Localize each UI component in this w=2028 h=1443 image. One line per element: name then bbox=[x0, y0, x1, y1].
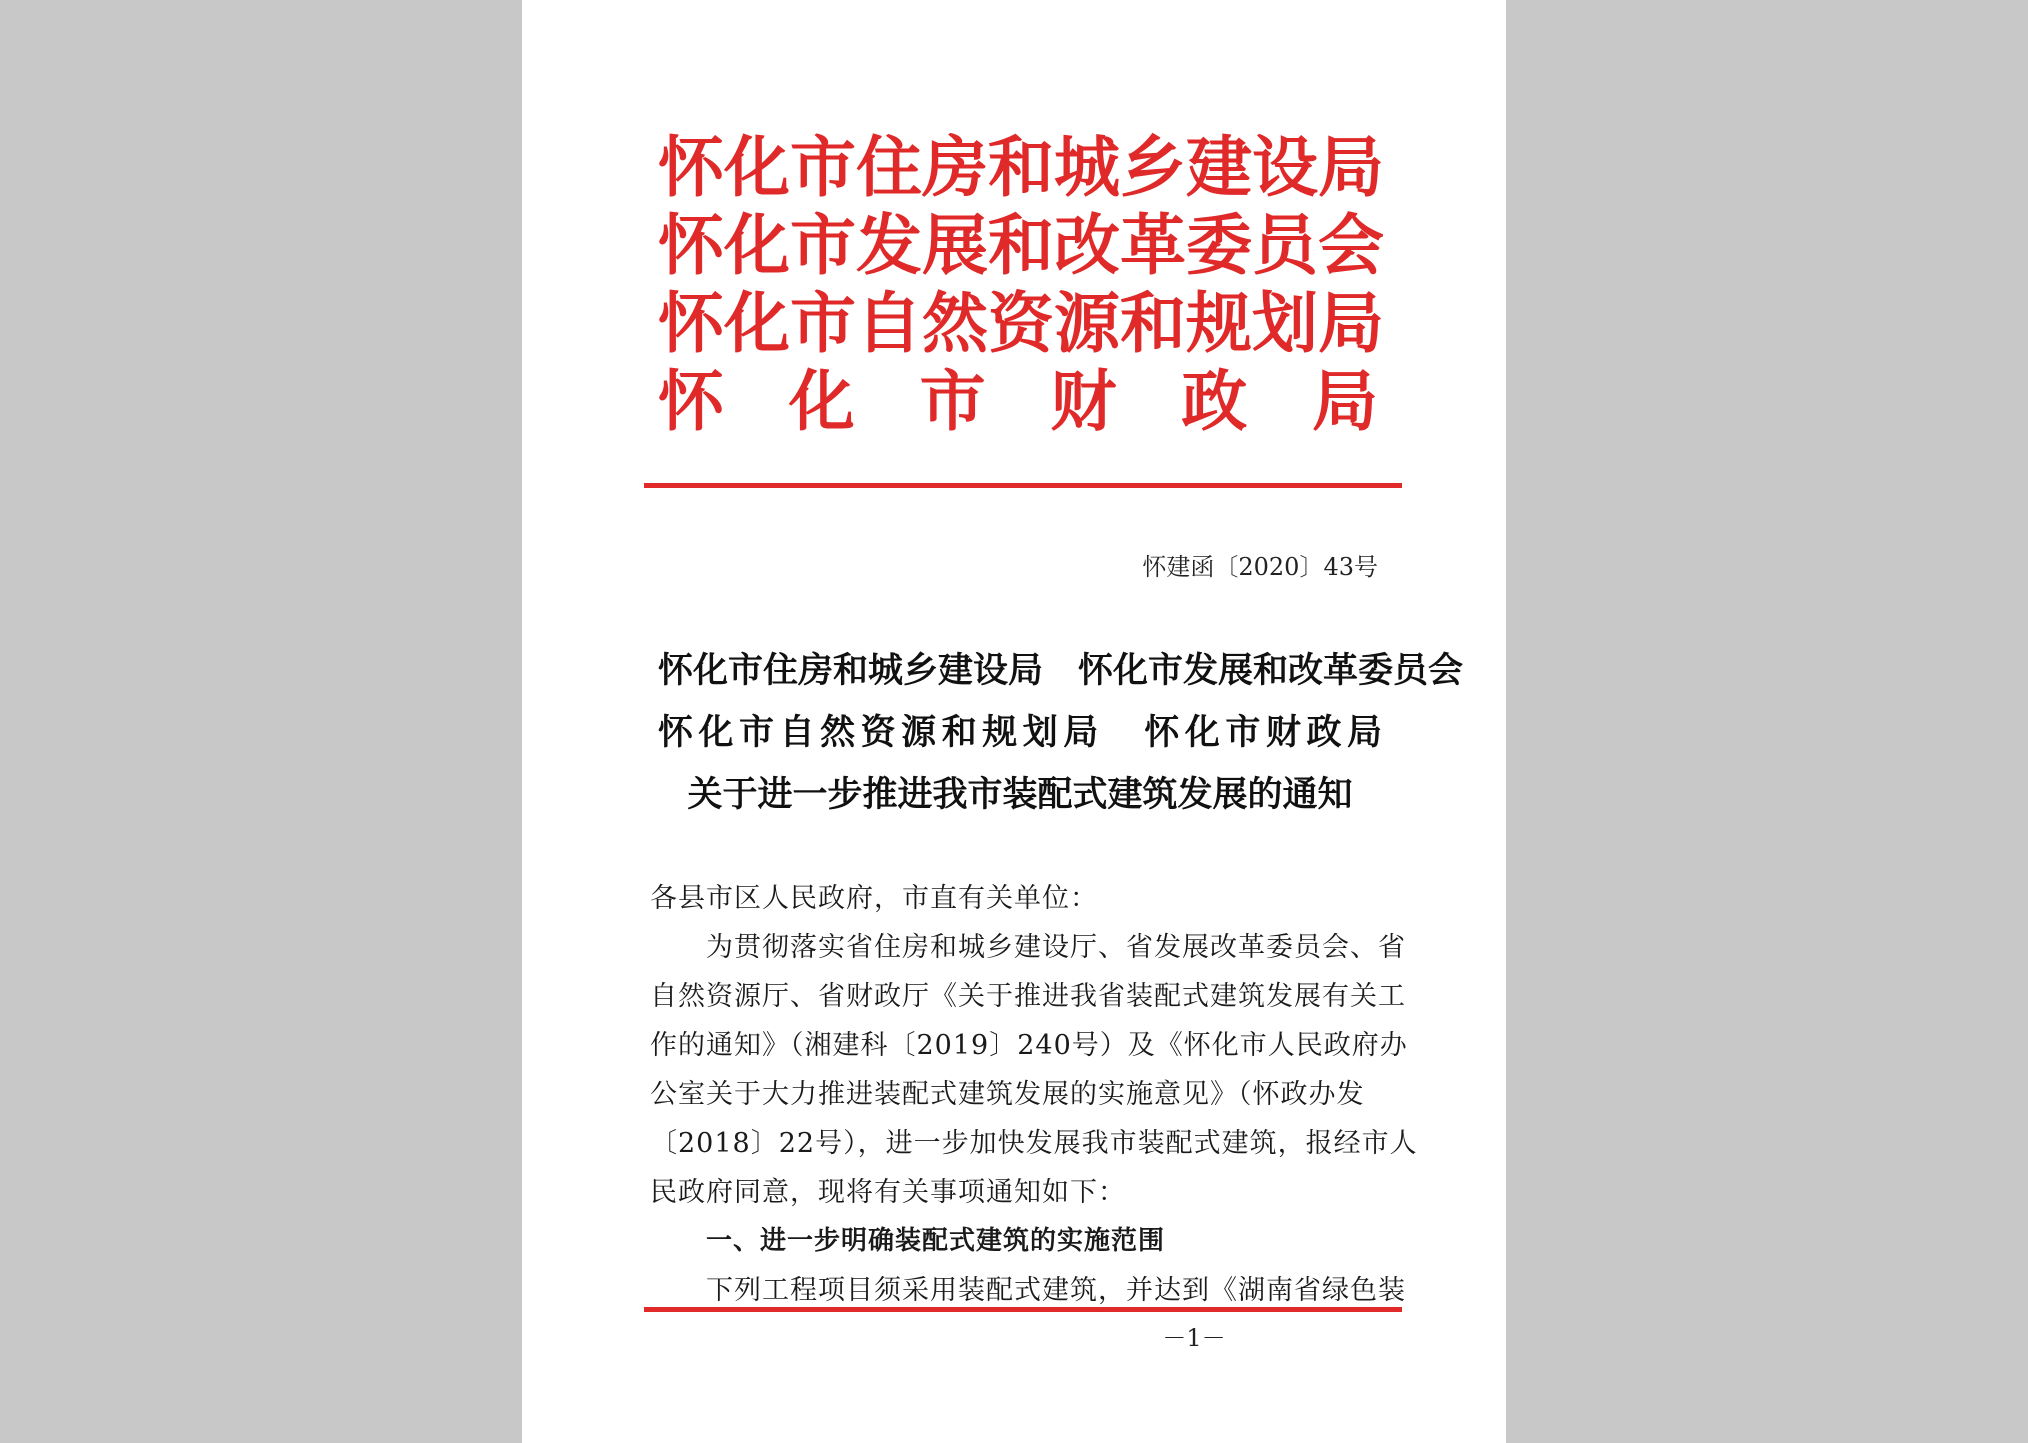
letterhead-line-development-commission: 怀化市发展和改革委员会 bbox=[658, 206, 1384, 284]
letterhead-line-natural-resources-bureau: 怀化市自然资源和规划局 bbox=[658, 284, 1384, 362]
paragraph-line: 〔2018〕22号），进一步加快发展我市装配式建筑，报经市人 bbox=[650, 1128, 1418, 1159]
letterhead-red-divider bbox=[644, 483, 1402, 488]
document-body bbox=[650, 874, 1418, 1315]
salutation: 各县市区人民政府，市直有关单位： bbox=[650, 883, 1098, 914]
title-line-subject: 关于进一步推进我市装配式建筑发展的通知 bbox=[687, 774, 1353, 815]
title-line-issuers-1: 怀化市住房和城乡建设局 怀化市发展和改革委员会 bbox=[658, 650, 1464, 691]
paragraph-line: 公室关于大力推进装配式建筑发展的实施意见》（怀政办发 bbox=[650, 1079, 1365, 1110]
paragraph-line: 民政府同意，现将有关事项通知如下： bbox=[650, 1177, 1126, 1208]
footer-red-divider bbox=[644, 1307, 1402, 1312]
section-heading: 一、进一步明确装配式建筑的实施范围 bbox=[706, 1226, 1166, 1256]
paragraph-line: 为贯彻落实省住房和城乡建设厅、省发展改革委员会、省 bbox=[706, 932, 1406, 963]
letterhead-line-finance-bureau: 怀化市财政局 bbox=[658, 362, 1378, 440]
document-page bbox=[522, 0, 1506, 1443]
paragraph-line: 作的通知》（湘建科〔2019〕240号）及《怀化市人民政府办 bbox=[650, 1030, 1408, 1061]
paragraph-line: 下列工程项目须采用装配式建筑，并达到《湖南省绿色装 bbox=[706, 1275, 1406, 1306]
title-line-issuers-2: 怀化市自然资源和规划局 怀化市财政局 bbox=[658, 712, 1382, 753]
letterhead-line-housing-bureau: 怀化市住房和城乡建设局 bbox=[658, 128, 1384, 206]
page-number: －1－ bbox=[1162, 1324, 1226, 1352]
red-letterhead bbox=[658, 128, 1384, 440]
paragraph-line: 自然资源厅、省财政厅《关于推进我省装配式建筑发展有关工 bbox=[650, 981, 1406, 1012]
document-title bbox=[658, 640, 1464, 826]
document-number: 怀建函〔2020〕43号 bbox=[1142, 553, 1378, 581]
